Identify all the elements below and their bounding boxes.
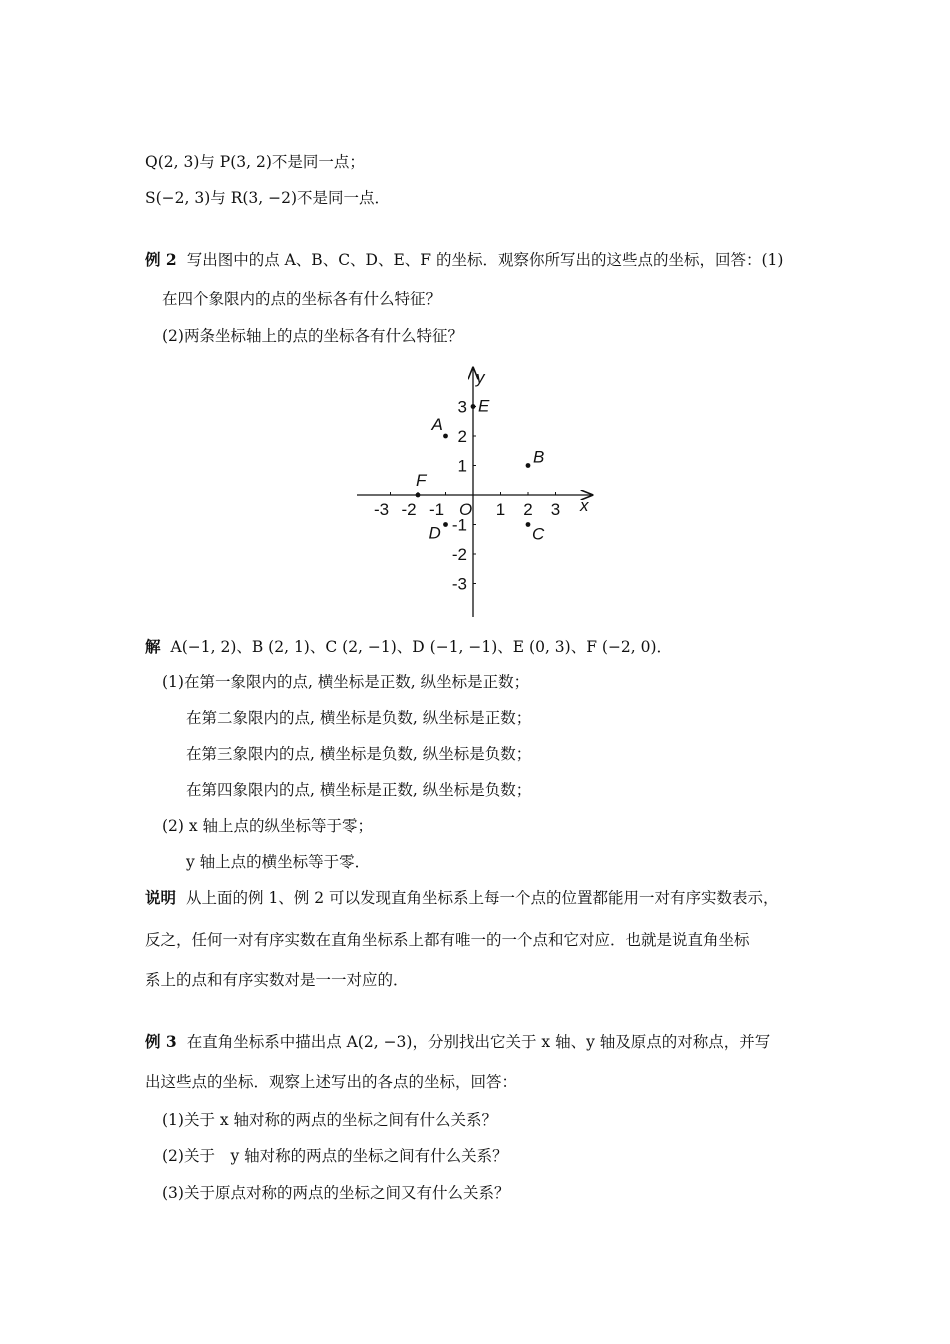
y-tick-label: -2 xyxy=(451,545,467,564)
intro-line-1: Q(2, 3)与 P(3, 2)不是同一点； xyxy=(145,153,365,171)
example2-line-2: 在四个象限内的点的坐标各有什么特征？ xyxy=(162,290,442,308)
point-f xyxy=(416,493,421,498)
x-tick-label: 1 xyxy=(495,500,506,519)
y-axis-label: y xyxy=(476,368,485,387)
note-line-1 xyxy=(145,887,779,909)
example2-line-1 xyxy=(145,249,783,271)
example3-label: 例 3 xyxy=(145,1032,177,1051)
x-tick-label: -2 xyxy=(401,500,417,519)
example3-line-1 xyxy=(145,1031,770,1053)
solution-q1-line-3: 在第三象限内的点, 横坐标是负数, 纵坐标是负数； xyxy=(186,745,532,763)
solution-q1-line-2: 在第二象限内的点, 横坐标是负数, 纵坐标是正数； xyxy=(186,709,532,727)
point-label-b: B xyxy=(533,447,545,467)
solution-q1-line-4: 在第四象限内的点, 横坐标是正数, 纵坐标是负数； xyxy=(186,781,532,799)
solution-coords: A(−1, 2)、B (2, 1)、C (2, −1)、D (−1, −1)、E (0, 3)、F (−2, 0)． xyxy=(170,638,673,656)
example3-q2: (2)关于 y 轴对称的两点的坐标之间有什么关系？ xyxy=(162,1147,508,1165)
y-tick-label: 2 xyxy=(457,427,467,446)
x-tick-label: -1 xyxy=(428,500,445,519)
note-line-2: 反之，任何一对有序实数在直角坐标系上都有唯一的一个点和它对应．也就是说直角坐标 xyxy=(145,931,750,949)
example2-text-1: 写出图中的点 A、B、C、D、E、F 的坐标．观察你所写出的这些点的坐标，回答：(1) xyxy=(186,251,784,269)
solution-q2-line-2: y 轴上点的横坐标等于零． xyxy=(186,853,371,871)
example3-q3: (3)关于原点对称的两点的坐标之间又有什么关系？ xyxy=(162,1184,510,1202)
origin-label: O xyxy=(459,500,473,519)
example3-line-2: 出这些点的坐标．观察上述写出的各点的坐标，回答： xyxy=(145,1073,518,1091)
solution-q2-line-1: (2) x 轴上点的纵坐标等于零； xyxy=(162,817,374,835)
point-label-a: A xyxy=(431,415,443,434)
point-label-f: F xyxy=(416,471,427,490)
y-tick-label: 3 xyxy=(457,397,467,417)
point-label-e: E xyxy=(478,396,490,416)
point-e xyxy=(471,404,476,409)
point-c xyxy=(526,522,531,527)
x-tick-label: 3 xyxy=(550,500,561,519)
solution-coords-line xyxy=(145,636,672,658)
point-a xyxy=(443,434,448,439)
x-axis-label: x xyxy=(580,496,589,515)
example3-q1: (1)关于 x 轴对称的两点的坐标之间有什么关系？ xyxy=(162,1111,498,1129)
example2-label: 例 2 xyxy=(145,250,177,269)
solution-label: 解 xyxy=(145,637,161,656)
point-label-c: C xyxy=(532,524,545,544)
note-line-3: 系上的点和有序实数对是一一对应的． xyxy=(145,971,409,989)
example2-line-3: (2)两条坐标轴上的点的坐标各有什么特征？ xyxy=(162,327,463,345)
point-b xyxy=(526,463,531,468)
y-tick-label: 1 xyxy=(457,456,467,476)
example3-text-1: 在直角坐标系中描出点 A(2, −3)，分别找出它关于 x 轴、y 轴及原点的对称点，并写 xyxy=(186,1033,771,1051)
y-tick-label: -3 xyxy=(451,574,467,594)
y-tick-label: -1 xyxy=(451,515,467,535)
coordinate-graph xyxy=(355,362,600,622)
note-label: 说明 xyxy=(145,888,177,907)
solution-q1-line-1: (1)在第一象限内的点, 横坐标是正数, 纵坐标是正数； xyxy=(162,673,530,691)
x-tick-label: -3 xyxy=(373,500,390,519)
point-label-d: D xyxy=(428,523,441,543)
point-d xyxy=(443,522,448,527)
intro-line-2: S(−2, 3)与 R(3, −2)不是同一点． xyxy=(145,189,391,207)
x-tick-label: 2 xyxy=(523,500,533,519)
note-text-1: 从上面的例 1、例 2 可以发现直角坐标系上每一个点的位置都能用一对有序实数表示， xyxy=(186,889,779,907)
